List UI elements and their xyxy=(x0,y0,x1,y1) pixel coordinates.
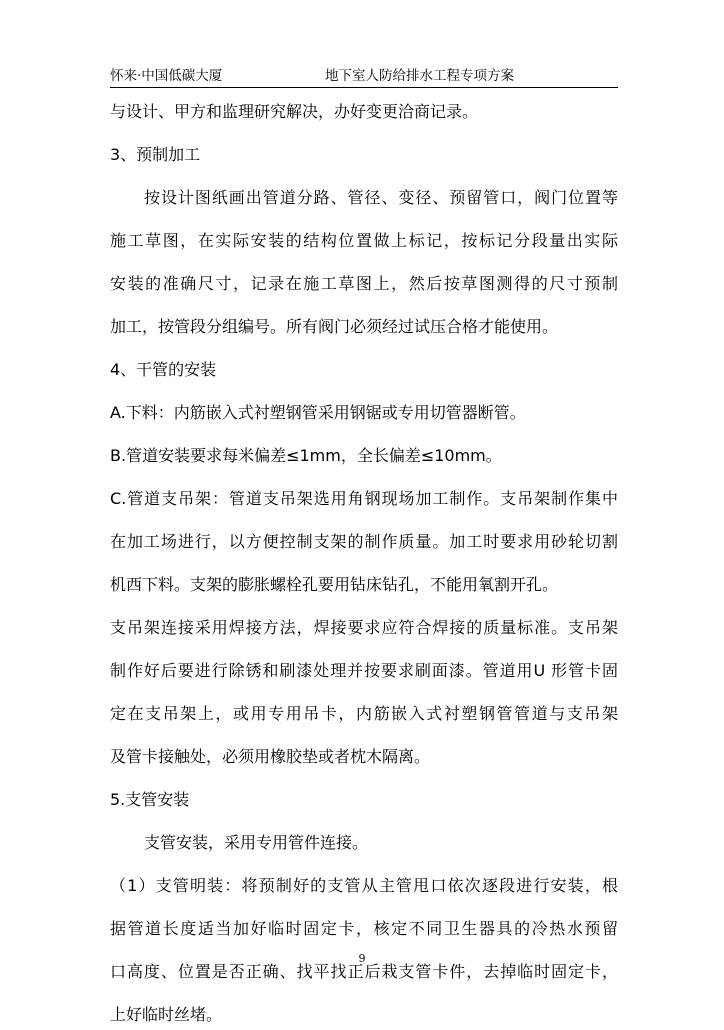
body-line-18: 支管安装，采用专用管件连接。 xyxy=(144,833,369,852)
body-line-20: 据管道长度适当加好临时固定卡，核定不同卫生器具的冷热水预留 xyxy=(110,919,618,938)
body-line-10: C.管道支吊架：管道支吊架选用角钢现场加工制作。支吊架制作集中 xyxy=(110,489,618,508)
body-line-3: 按设计图纸画出管道分路、管径、变径、预留管口，阀门位置等 xyxy=(144,188,618,207)
body-line-22: 上好临时丝堵。 xyxy=(110,1005,223,1024)
body-line-13: 支吊架连接采用焊接方法，焊接要求应符合焊接的质量标准。支吊架 xyxy=(110,618,618,637)
section-heading-main-pipe: 4、干管的安装 xyxy=(110,360,217,379)
header-document-title: 地下室人防给排水工程专项方案 xyxy=(325,68,514,84)
body-line-1: 与设计、甲方和监理研究解决，办好变更洽商记录。 xyxy=(110,102,479,121)
section-heading-branch-pipe: 5.支管安装 xyxy=(110,790,190,809)
header-rule xyxy=(110,87,618,88)
body-line-6: 加工，按管段分组编号。所有阀门必须经过试压合格才能使用。 xyxy=(110,317,559,336)
body-line-12: 机西下料。支架的膨胀螺栓孔要用钻床钻孔，不能用氧割开孔。 xyxy=(110,575,559,594)
body-line-19: （1）支管明装：将预制好的支管从主管甩口依次逐段进行安装，根 xyxy=(110,876,618,895)
section-heading-prefabrication: 3、预制加工 xyxy=(110,145,201,164)
page-header xyxy=(110,66,618,86)
body-line-9: B.管道安装要求每米偏差≤1mm，全长偏差≤10mm。 xyxy=(110,446,502,465)
body-line-14: 制作好后要进行除锈和刷漆处理并按要求刷面漆。管道用U 形管卡固 xyxy=(110,661,618,680)
body-line-8: A.下料：内筋嵌入式衬塑钢管采用钢锯或专用切管器断管。 xyxy=(110,403,526,422)
body-line-15: 定在支吊架上，或用专用吊卡，内筋嵌入式衬塑钢管管道与支吊架 xyxy=(110,704,618,723)
body-line-5: 安装的准确尺寸，记录在施工草图上，然后按草图测得的尺寸预制 xyxy=(110,274,618,293)
header-project-name: 怀来·中国低碳大厦 xyxy=(110,68,223,84)
body-line-11: 在加工场进行，以方便控制支架的制作质量。加工时要求用砂轮切割 xyxy=(110,532,618,551)
page-number: 9 xyxy=(358,952,366,965)
body-line-21: 口高度、位置是否正确、找平找正后栽支管卡件，去掉临时固定卡， xyxy=(110,962,618,981)
body-line-4: 施工草图，在实际安装的结构位置做上标记，按标记分段量出实际 xyxy=(110,231,618,250)
body-line-16: 及管卡接触处，必须用橡胶垫或者枕木隔离。 xyxy=(110,747,431,766)
